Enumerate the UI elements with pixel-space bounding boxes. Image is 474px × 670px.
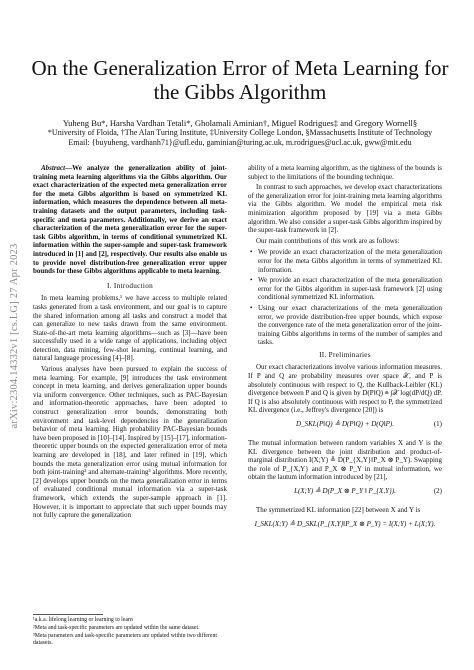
contribution-item: • We provide an exact characterization of the meta generalization error for the meta Gibbs algorithm in terms of symmetrized KL information. xyxy=(248,248,442,274)
prelim-paragraph: The symmetrized KL information [22] between X and Y is xyxy=(256,506,421,514)
equation-body: D_SKL(P‖Q) ≜ D(P‖Q) + D(Q‖P). xyxy=(296,420,394,429)
prelim-paragraph: The mutual information between random variables X and Y is the KL divergence between the joint distribution and product-of-marginal distribution I(X;Y) ≜ D(P_{X,Y}‖P_X ⊗ P_Y). Swapping the role of P_{X,Y} and P_X ⊗ P_Y in mutual information, we obtain the lautum information introduced by [21], xyxy=(248,439,442,482)
body-paragraph: In contrast to such approaches, we develop exact characterizations of the generalization error for joint-training meta learning algorithms via the Gibbs algorithm. We model the empirical meta risk minimization algorithm proposed by [19] via a meta Gibbs algorithm. We also consider a super-task Gibbs algorithm inspired by the super-task framework in [2]. xyxy=(248,183,442,235)
body-paragraph: Our main contributions of this work are as follows: xyxy=(256,236,400,245)
arxiv-identifier[interactable]: arXiv:2304.14332v1 [cs.LG] 27 Apr 2023 xyxy=(9,243,20,429)
author-list: Yuheng Bu*, Harsha Vardhan Tetali*, Gholamali Aminian†, Miguel Rodrigues‡ and Gregory Wornell§ xyxy=(62,118,418,128)
prelim-paragraph: Our exact characterizations involve various information measures. If P and Q are probability measures over space 𝒳, and P is absolutely continuous with respect to Q, the Kullback-Leibler (KL) divergence between P and Q is given by D(P‖Q) ≜ ∫𝒳 log(dP/dQ) dP. If Q is also absolutely continuous with respect to P, the symmetrized KL divergence (i.e., Jeffrey's divergence [20]) is xyxy=(248,363,443,415)
equation-2 xyxy=(248,487,442,501)
equation-body: L(X;Y) ≜ D(P_X ⊗ P_Y ‖ P_{X,Y}). xyxy=(294,487,396,495)
equation-number: (1) xyxy=(433,420,442,429)
left-column xyxy=(33,164,227,522)
right-column xyxy=(248,164,442,539)
equation-number: (2) xyxy=(433,487,442,495)
footnote-rule xyxy=(33,614,103,615)
equation-1 xyxy=(248,420,442,434)
author-affiliations: *University of Floida, †The Alan Turing Institute, ‡University College London, §Massachusetts Institute of Technology xyxy=(47,128,433,137)
intro-paragraph: Various analyses have been pursued to explain the success of meta learning. For example, [9] introduces the task environment concept in meta learning, and derives generalization upper bounds via uniform convergence. Other techniques, such as PAC-Bayesian and information-theoretic approaches, have been adopted to construct generalization error bounds, demonstrating both environment and task-level dependencies in the generalization behavior of meta learning. High probability PAC-Bayesian bounds have been proposed in [10]–[14]. Inspired by [15]–[17], information-theoretic upper bounds on the expected generalization error of meta learning are developed in [18], and later refined in [19], which bounds the meta generalization error using mutual information for both joint-training² and alternate-training³ algorithms. More recently, [2] develops upper bounds on the meta generalization error in terms of evaluated conditional mutual information via a super-task framework, which extends the super-sample approach in [1]. However, it is important to appreciate that such upper bounds may not fully capture the generalization xyxy=(33,365,228,520)
footnote: ¹a.k.a. lifelong learning or learning to learn xyxy=(33,617,133,623)
equation-3 xyxy=(248,520,442,534)
footnote: ²Meta and task-specific parameters are updated within the same dataset. xyxy=(33,625,200,631)
equation-body: I_SKL(X;Y) ≜ D_SKL(P_{X,Y}‖P_X ⊗ P_Y) = I(X;Y) + L(X;Y). xyxy=(254,519,436,528)
abstract xyxy=(33,164,227,276)
intro-paragraph: In meta learning problems,¹ we have access to multiple related tasks generated from a task environment, and our goal is to capture the shared information among all tasks and construct a model that can generalize to new tasks drawn from the same environment. State-of-the-art meta learning algorithms—such as [3]—have been successfully used in a wide range of applications, including object detection, data mining, few-shot learning, continual learning, and natural language processing [4]–[8]. xyxy=(33,294,227,363)
paper-title: On the Generalization Error of Meta Learning for the Gibbs Algorithm xyxy=(31,56,449,104)
abstract-text: —We analyze the generalization ability of joint-training meta learning algorithms via the Gibbs algorithm. Our exact characterization of the expected meta generalization error for the meta Gibbs algorithm is based on symmetrized KL information, which measures the dependence between all meta-training datasets and the output parameters, including task-specific and meta parameters. Additionally, we derive an exact characterization of the meta generalization error for the super-task Gibbs algorithm, in terms of conditional symmetrized KL information within the super-sample and super-task framework introduced in [1] and [2], respectively. Our results also enable us to provide novel distribution-free generalization error upper bounds for these Gibbs algorithms applicable to meta learning. xyxy=(33,164,227,276)
author-emails[interactable]: Email: {buyuheng, vardhanh71}@ufl.edu, gaminian@turing.ac.uk, m.rodrigues@ucl.ac.uk, gww@mit.edu xyxy=(68,138,412,147)
contributions-list xyxy=(248,248,442,347)
body-paragraph: ability of a meta learning algorithm, as the tightness of the bounds is subject to the limitations of the bounding technique. xyxy=(248,164,442,181)
section-heading-preliminaries: II. Preliminaries xyxy=(319,350,371,359)
contribution-item: • Using our exact characterizations of the meta generalization error, we provide distribution-free upper bounds, which expose the convergence rate of the meta generalization error of the joint-training Gibbs algorithms in terms of the number of samples and tasks. xyxy=(248,304,442,347)
contribution-item: • We provide an exact characterization of the meta generalization error for the Gibbs algorithm in super-task framework [2] using conditional symmetrized KL information. xyxy=(248,276,442,302)
footnotes xyxy=(33,614,227,648)
section-heading-introduction: I. Introduction xyxy=(106,281,154,290)
abstract-lead: Abstract xyxy=(41,164,66,172)
footnote: ³Meta parameters and task-specific parameters are updated within two different datasets. xyxy=(33,633,217,646)
